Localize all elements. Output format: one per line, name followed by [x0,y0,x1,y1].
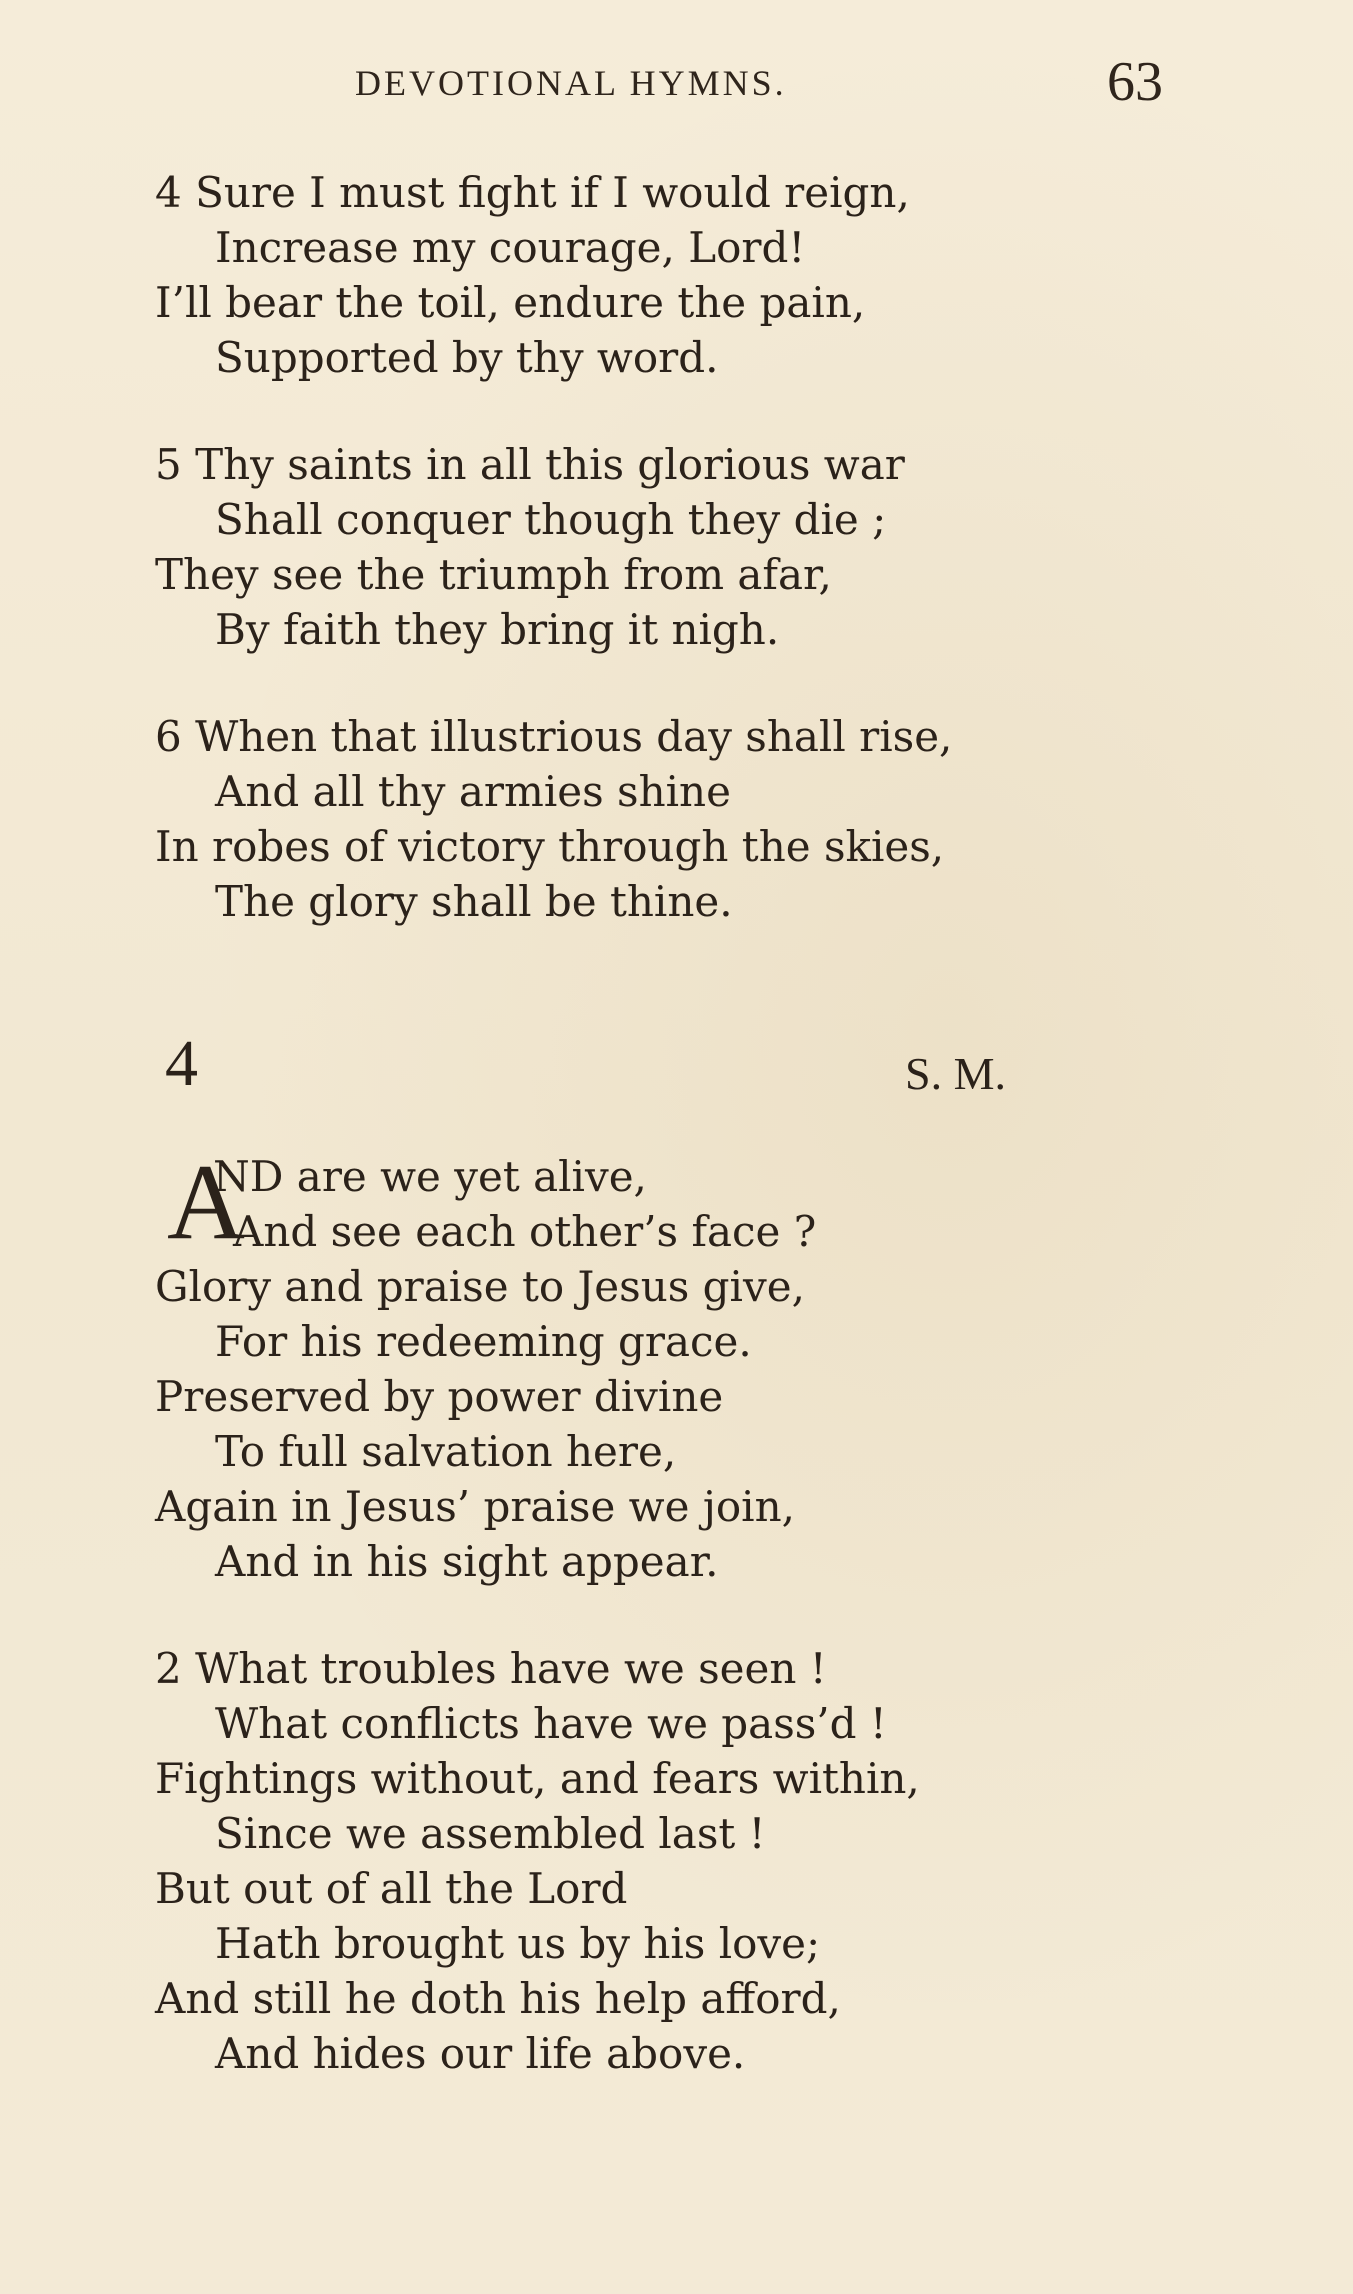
verse-line: By faith they bring it nigh. [215,605,780,654]
verse-line: 4 Sure I must fight if I would reign, [155,168,910,217]
verse-line: But out of all the Lord [155,1864,628,1913]
verse-line: 2 What troubles have we seen ! [155,1644,827,1693]
verse-line: And see each other’s face ? [233,1207,817,1256]
verse-line: To full salvation here, [215,1427,677,1476]
drop-cap: A [167,1143,245,1262]
verse-line: Increase my courage, Lord! [215,223,806,272]
verse-line: What conflicts have we pass’d ! [215,1699,887,1748]
stanza-6 [155,709,1155,929]
hymn-stanza-1 [155,1143,1155,1589]
verse-line: And all thy armies shine [215,767,731,816]
verse-line: Preserved by power divine [155,1372,724,1421]
verse-line: In robes of victory through the skies, [155,822,945,871]
verse-line: For his redeeming grace. [215,1317,752,1366]
hymn-meter: S. M. [905,1048,1006,1099]
verse-line: 6 When that illustrious day shall rise, [155,712,953,761]
dropcap-block [155,1143,1155,1262]
verse-line: The glory shall be thine. [215,877,733,926]
stanza-5 [155,437,1155,657]
page-content [155,165,1155,2133]
verse-line: 5 Thy saints in all this glorious war [155,440,905,489]
verse-line: They see the triumph from afar, [155,550,832,599]
verse-line: Since we assembled last ! [215,1809,766,1858]
page-number: 63 [1107,51,1163,113]
verse-line: Hath brought us by his love; [215,1919,821,1968]
verse-line: Shall conquer though they die ; [215,495,887,544]
verse-line: And still he doth his help afford, [155,1974,841,2023]
verse-line: ND are we yet alive, [213,1152,647,1201]
hymn-stanza-2 [155,1641,1155,2081]
verse-line: I’ll bear the toil, endure the pain, [155,278,866,327]
verse-line: Supported by thy word. [215,333,719,382]
verse-line: Glory and praise to Jesus give, [155,1262,805,1311]
hymn-header [155,1024,1155,1114]
stanza-body [155,1259,1155,1589]
verse-line: And hides our life above. [215,2029,746,2078]
verse-line: And in his sight appear. [215,1537,719,1586]
running-title: DEVOTIONAL HYMNS. [355,63,787,103]
hymn-number: 4 [165,1027,198,1100]
verse-line: Again in Jesus’ praise we join, [155,1482,795,1531]
verse-line: Fightings without, and fears within, [155,1754,920,1803]
stanza-4 [155,165,1155,385]
